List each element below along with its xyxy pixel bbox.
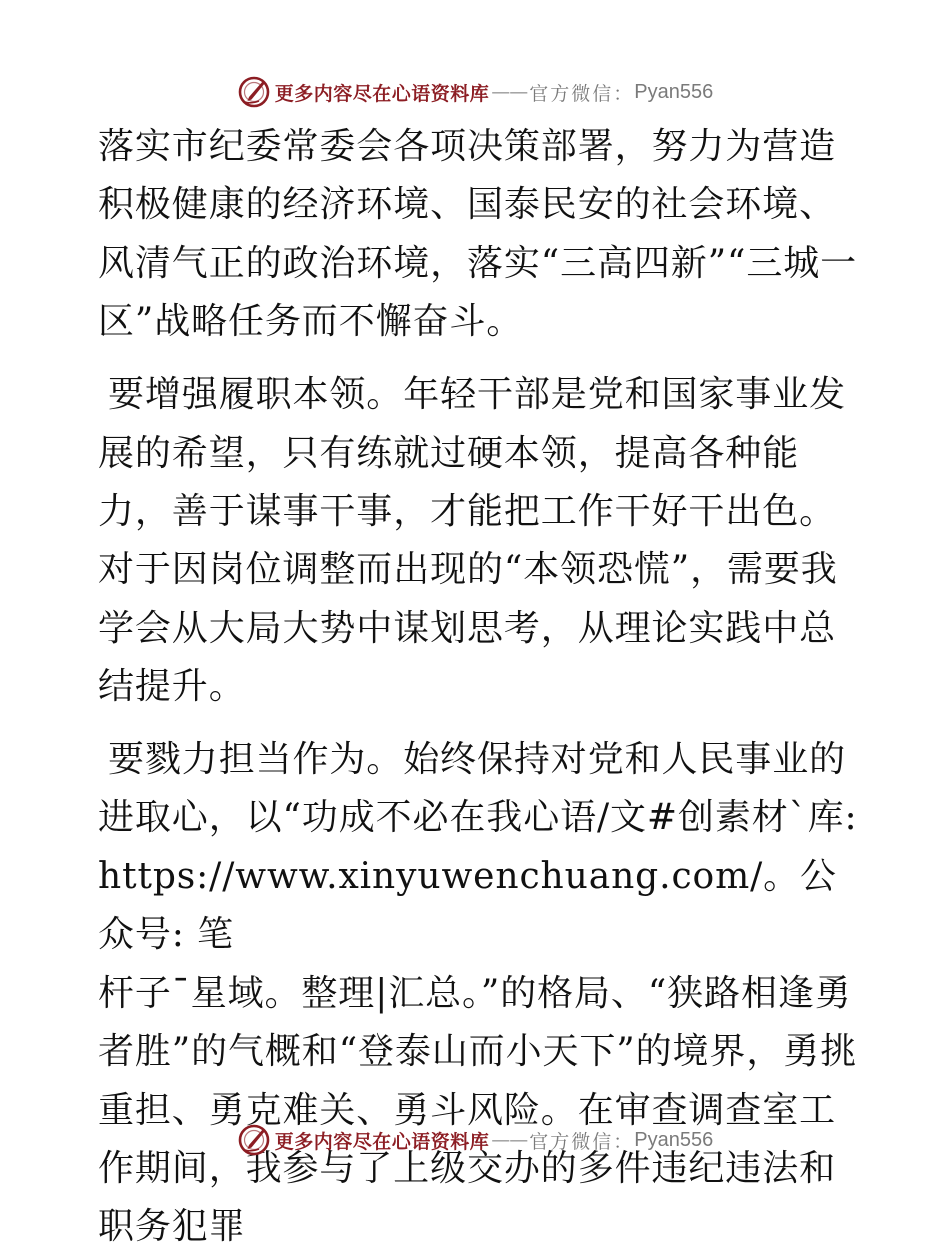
paragraph-3-line-1: 要戮力担当作为。始终保持对党和人民事业的进取心，以“功成不必在我心语/文#创素材`库: xyxy=(98,739,858,839)
watermark-wechat-id: Pyan556 xyxy=(634,1128,714,1151)
watermark-brand: 更多内容尽在心语资料库 xyxy=(274,1130,490,1153)
watermark-official: 官方微信： xyxy=(529,1130,635,1153)
quill-logo-icon xyxy=(237,75,271,109)
watermark-official: 官方微信： xyxy=(529,82,635,105)
header-watermark xyxy=(0,70,950,114)
watermark-separator: —— xyxy=(491,1129,528,1151)
paragraph-1: 落实市纪委常委会各项决策部署，努力为营造积极健康的经济环境、国泰民安的社会环境、风清气正的政治环境，落实“三高四新”“三城一区”战略任务而不懈奋斗。 xyxy=(98,126,858,343)
paragraph-3-rest: 杆子¯星域。整理|汇总。”的格局、“狭路相逢勇者胜”的气概和“登泰山而小天下”的境界，勇挑重担、勇克难关、勇斗风险。在审查调查室工作期间，我参与了上级交办的多件违纪违法和职务犯罪 xyxy=(98,972,858,1248)
watermark-brand: 更多内容尽在心语资料库 xyxy=(274,82,490,105)
quill-logo-icon xyxy=(237,1123,271,1157)
watermark-wechat-id: Pyan556 xyxy=(634,80,714,103)
footer-watermark xyxy=(0,1118,950,1162)
paragraph-3-line-url: https://www.xinyuwenchuang.com/。公众号: 笔 xyxy=(98,855,837,956)
paragraph-2: 要增强履职本领。年轻干部是党和国家事业发展的希望，只有练就过硬本领，提高各种能力，善于谋事干事，才能把工作干好干出色。对于因岗位调整而出现的“本领恐慌”，需要我学会从大局大势中谋划思考，从理论实践中总结提升。 xyxy=(98,374,847,708)
watermark-separator: —— xyxy=(491,81,528,103)
document-body xyxy=(98,118,858,1257)
paragraph-3 xyxy=(98,731,858,1257)
